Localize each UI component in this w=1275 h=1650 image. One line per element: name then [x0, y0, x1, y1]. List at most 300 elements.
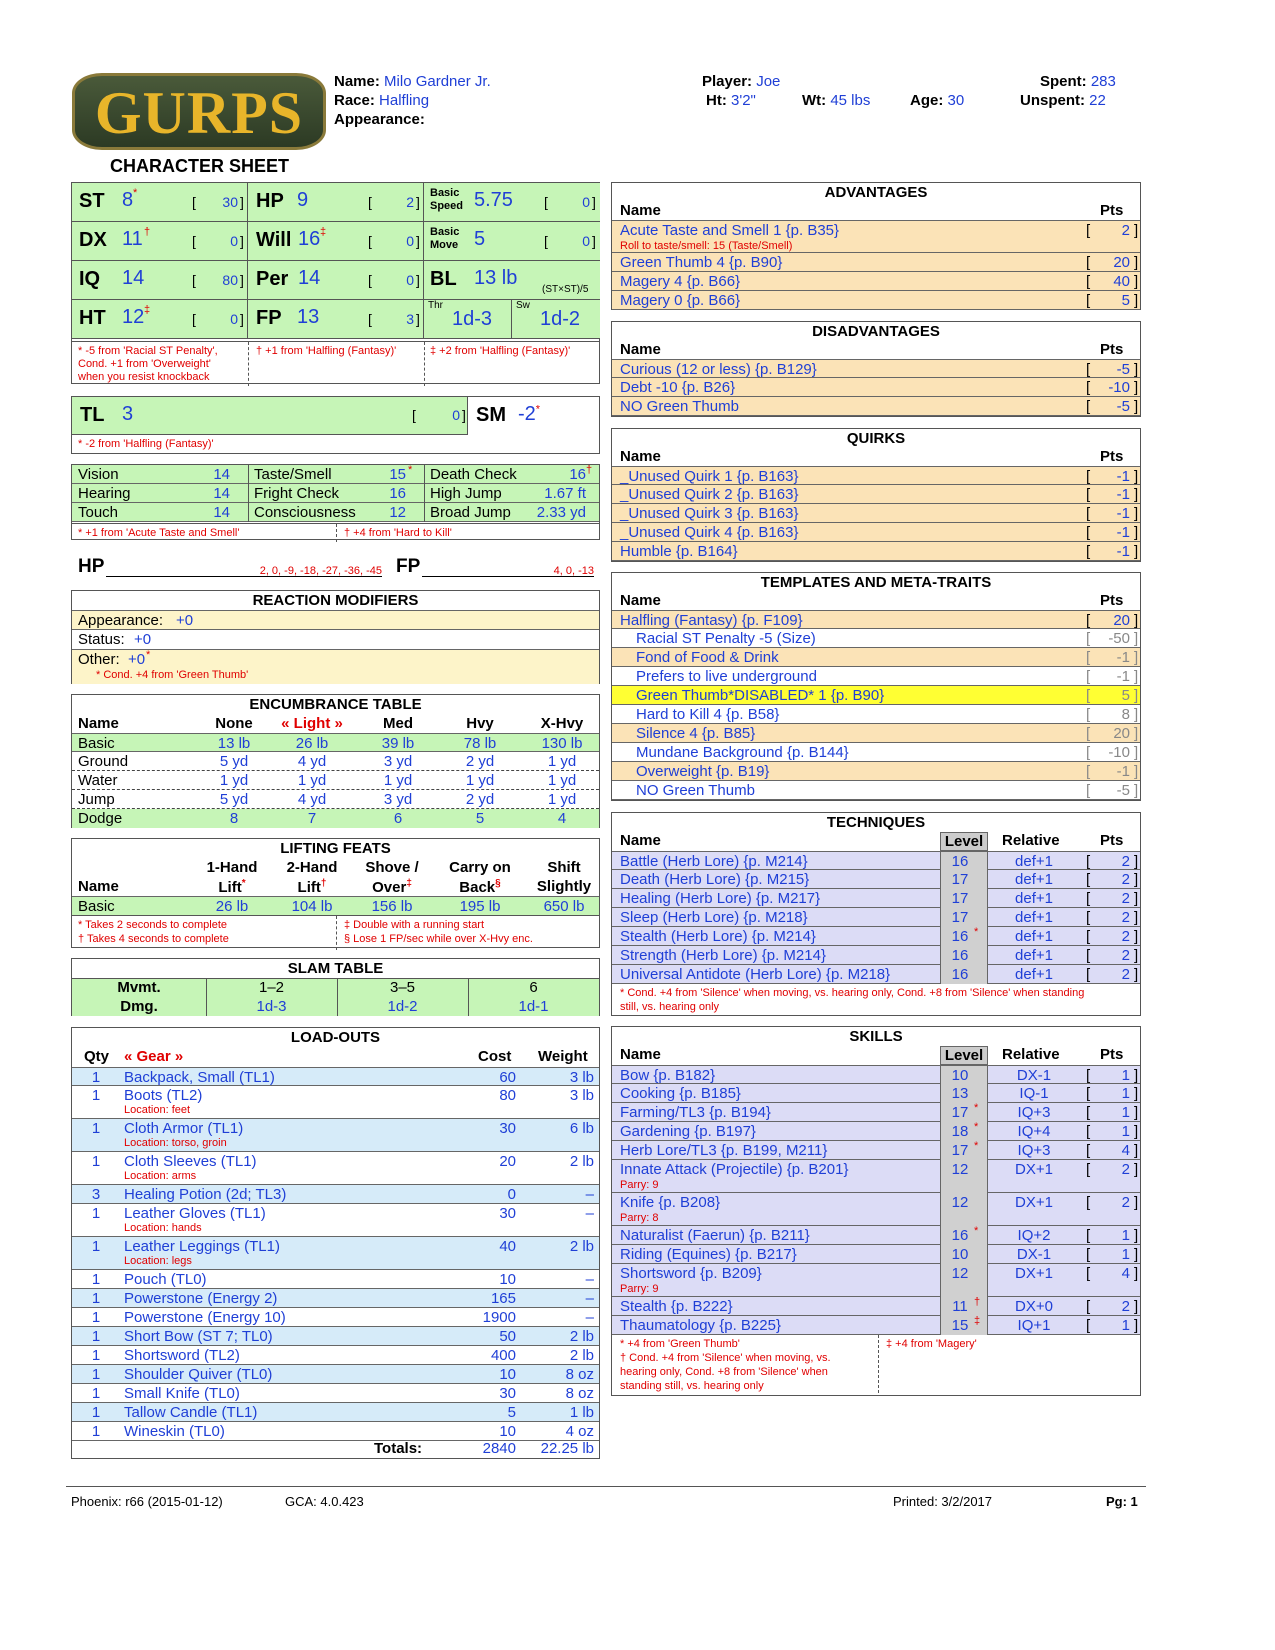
- skills-name[interactable]: Thaumatology {p. B225}: [620, 1317, 781, 1334]
- reaction-modifiers: [71, 590, 600, 684]
- skills-name[interactable]: Naturalist (Faerun) {p. B211}: [620, 1227, 810, 1244]
- gear-qty: 1: [91, 1290, 101, 1307]
- gear-row[interactable]: [72, 1237, 599, 1270]
- gear-name[interactable]: Wineskin (TL0): [124, 1423, 225, 1440]
- gear-cost: 0: [507, 1186, 516, 1203]
- col-pts: Pts: [1100, 341, 1124, 358]
- templates-row[interactable]: Silence 4 {p. B85} [ 20 ]: [612, 724, 1140, 743]
- skills-name[interactable]: Cooking {p. B185}: [620, 1085, 741, 1102]
- techniques-points: 2: [1121, 966, 1130, 983]
- skills-row[interactable]: Cooking {p. B185} 13 IQ-1 [ 1 ]: [612, 1084, 1140, 1103]
- skills-row[interactable]: Bow {p. B182} 10 DX-1 [ 1 ]: [612, 1065, 1140, 1084]
- templates-name[interactable]: NO Green Thumb: [636, 782, 755, 799]
- skills-name[interactable]: Bow {p. B182}: [620, 1067, 716, 1084]
- skills-mark: *: [974, 1225, 979, 1237]
- techniques-row[interactable]: Strength (Herb Lore) {p. M214} 16 def+1 [ 2 ]: [612, 946, 1140, 965]
- attr-value[interactable]: 12: [122, 306, 145, 328]
- disadvantages-row[interactable]: Curious (12 or less) {p. B129} [ -5 ]: [612, 359, 1140, 378]
- attr-value[interactable]: 14: [298, 267, 321, 289]
- lift-cell: Basic: [78, 898, 115, 915]
- attr-value[interactable]: 5: [474, 228, 486, 250]
- gear-qty: 1: [91, 1238, 101, 1255]
- gear-row[interactable]: [72, 1204, 599, 1237]
- skills-relative: IQ-1: [1019, 1085, 1049, 1102]
- slam-dmg-label: Dmg.: [120, 998, 158, 1015]
- gear-qty: 1: [91, 1309, 101, 1326]
- attr-mark: †: [144, 226, 151, 238]
- templates-name[interactable]: Mundane Background {p. B144}: [636, 744, 849, 761]
- lift-col-header: Over‡: [372, 878, 412, 896]
- gear-name[interactable]: Boots (TL2): [124, 1087, 203, 1104]
- skills-note: standing still, vs. hearing only: [620, 1380, 764, 1392]
- disadvantages-name[interactable]: NO Green Thumb: [620, 398, 739, 415]
- gear-cost: 30: [499, 1385, 516, 1402]
- col-pts: Pts: [1100, 832, 1124, 849]
- techniques-name[interactable]: Sleep (Herb Lore) {p. M218}: [620, 909, 808, 926]
- gear-cost: 50: [499, 1328, 516, 1345]
- col-pts: Pts: [1100, 202, 1124, 219]
- skills-parry: Parry: 9: [620, 1179, 659, 1191]
- sense-name: Touch: [78, 504, 119, 521]
- enc-cell: Dodge: [78, 810, 123, 827]
- skills-relative: DX+1: [1015, 1265, 1053, 1282]
- advantages-row[interactable]: Green Thumb 4 {p. B90} [ 20 ]: [612, 253, 1140, 272]
- templates-name[interactable]: Prefers to live underground: [636, 668, 817, 685]
- techniques-row[interactable]: Battle (Herb Lore) {p. M214} 16 def+1 [ 2 ]: [612, 851, 1140, 870]
- char-race[interactable]: Halfling: [379, 92, 430, 109]
- gear-row[interactable]: [72, 1067, 599, 1086]
- techniques-note: * Cond. +4 from 'Silence' when moving, vs. hearing only, Cond. +8 from 'Silence' when standing: [620, 987, 1085, 999]
- techniques-points: 2: [1121, 871, 1130, 888]
- points-info: [1020, 72, 1116, 110]
- attr-points: 0: [406, 272, 414, 288]
- slam-damage: 1d-2: [387, 998, 418, 1015]
- sense-mark: *: [408, 464, 413, 476]
- disadvantages-name[interactable]: Curious (12 or less) {p. B129}: [620, 361, 817, 378]
- lift-col-header: Shove /: [365, 859, 419, 876]
- attr-name: Basic Move: [430, 226, 460, 251]
- gear-location: Location: legs: [124, 1255, 192, 1267]
- enc-cell: 4: [557, 810, 567, 827]
- weight[interactable]: 45 lbs: [830, 92, 871, 109]
- gear-row[interactable]: [72, 1086, 599, 1119]
- skills-level: 11: [952, 1298, 968, 1315]
- gear-name[interactable]: Leather Gloves (TL1): [124, 1205, 266, 1222]
- gear-name[interactable]: Cloth Sleeves (TL1): [124, 1153, 257, 1170]
- templates-row[interactable]: NO Green Thumb [ -5 ]: [612, 781, 1140, 800]
- gear-name[interactable]: Shortsword (TL2): [124, 1347, 240, 1364]
- gear-weight: –: [585, 1309, 594, 1326]
- skills-points: 1: [1121, 1317, 1130, 1334]
- total-cost: 2840: [482, 1440, 516, 1457]
- techniques-relative: def+1: [1015, 947, 1053, 964]
- attr-name: FP: [256, 307, 282, 329]
- techniques-name[interactable]: Healing (Herb Lore) {p. M217}: [620, 890, 821, 907]
- templates-points: -50: [1108, 630, 1130, 647]
- attr-value[interactable]: 14: [122, 267, 145, 289]
- techniques-points: 2: [1121, 890, 1130, 907]
- advantages-points: 2: [1121, 222, 1130, 239]
- templates-row[interactable]: Fond of Food & Drink [ -1 ]: [612, 648, 1140, 667]
- reaction-row: Appearance: +0: [72, 610, 599, 630]
- gear-weight: –: [585, 1205, 594, 1222]
- spent-points: 283: [1090, 73, 1116, 90]
- gear-weight: 8 oz: [565, 1366, 594, 1383]
- templates-points: 20: [1113, 725, 1130, 742]
- skills-level: 10: [951, 1067, 969, 1084]
- gear-row[interactable]: [72, 1119, 599, 1152]
- sense-name: Death Check: [430, 466, 517, 483]
- gear-row[interactable]: [72, 1384, 599, 1403]
- gear-row[interactable]: [72, 1365, 599, 1384]
- techniques-relative: def+1: [1015, 871, 1053, 888]
- attr-points: 3: [406, 311, 414, 327]
- techniques-row[interactable]: Death (Herb Lore) {p. M215} 17 def+1 [ 2 ]: [612, 870, 1140, 889]
- templates-points: 8: [1121, 706, 1130, 723]
- skills-name[interactable]: Innate Attack (Projectile) {p. B201}: [620, 1161, 849, 1178]
- skills-name[interactable]: Riding (Equines) {p. B217}: [620, 1246, 797, 1263]
- skills-row[interactable]: Riding (Equines) {p. B217} 10 DX-1 [ 1 ]: [612, 1245, 1140, 1264]
- enc-cell: Ground: [78, 753, 129, 770]
- swing-damage[interactable]: 1d-2: [540, 308, 581, 330]
- player-name[interactable]: Joe: [756, 73, 781, 90]
- gear-weight: 3 lb: [569, 1069, 594, 1086]
- tl-value[interactable]: 3: [122, 403, 134, 425]
- lift-cell: 156 lb: [371, 898, 413, 915]
- advantages-points: 5: [1121, 292, 1130, 309]
- sheet-title: CHARACTER SHEET: [110, 156, 290, 176]
- skills-note: hearing only, Cond. +8 from 'Silence' when: [620, 1366, 828, 1378]
- quirks-row[interactable]: _Unused Quirk 1 {p. B163} [ -1 ]: [612, 466, 1140, 485]
- techniques-relative: def+1: [1015, 853, 1053, 870]
- skills-level: 16: [951, 1227, 969, 1244]
- footer-gca: GCA: 4.0.423: [285, 1494, 364, 1509]
- skills-level: 18: [951, 1123, 969, 1140]
- skills-row[interactable]: Farming/TL3 {p. B194} 17 * IQ+3 [ 1 ]: [612, 1103, 1140, 1122]
- skills-relative: DX+1: [1015, 1194, 1053, 1211]
- tl-points: 0: [452, 407, 460, 423]
- quirks-name[interactable]: _Unused Quirk 4 {p. B163}: [620, 524, 799, 541]
- techniques-name[interactable]: Death (Herb Lore) {p. M215}: [620, 871, 810, 888]
- skills-relative: IQ+2: [1017, 1227, 1051, 1244]
- gear-weight: –: [585, 1271, 594, 1288]
- advantages-name[interactable]: Acute Taste and Smell 1 {p. B35}: [620, 222, 840, 239]
- sm-value[interactable]: -2*: [518, 403, 541, 425]
- attr-value[interactable]: 13: [297, 306, 320, 328]
- lift-col-header: 2-Hand: [286, 859, 338, 876]
- techniques-level: 16: [951, 966, 969, 983]
- reaction-title: REACTION MODIFIERS: [252, 592, 419, 609]
- sense-value: 15: [389, 466, 406, 483]
- sense-value: 14: [213, 504, 230, 521]
- disadvantages-table: [611, 321, 1141, 417]
- footer-page: Pg: 1: [1106, 1494, 1138, 1509]
- gear-weight: 4 oz: [565, 1423, 594, 1440]
- player-label: Player:: [702, 73, 753, 90]
- quirks-row[interactable]: _Unused Quirk 3 {p. B163} [ -1 ]: [612, 504, 1140, 523]
- slam-damage: 1d-1: [518, 998, 549, 1015]
- attributes-block: [71, 182, 600, 384]
- skills-row[interactable]: Stealth {p. B222} 11 † DX+0 [ 2 ]: [612, 1297, 1140, 1316]
- lift-col-header: Lift†: [297, 878, 327, 896]
- disadvantages-row[interactable]: NO Green Thumb [ -5 ]: [612, 397, 1140, 416]
- total-weight: 22.25 lb: [540, 1440, 594, 1457]
- skills-row[interactable]: Herb Lore/TL3 {p. B199, M211} 17 * IQ+3 [ 4 ]: [612, 1141, 1140, 1160]
- templates-name[interactable]: Silence 4 {p. B85}: [636, 725, 756, 742]
- race-label: Race:: [334, 92, 375, 109]
- gear-name[interactable]: Small Knife (TL0): [124, 1385, 240, 1402]
- gear-name[interactable]: Powerstone (Energy 10): [124, 1309, 286, 1326]
- disadvantages-name[interactable]: Debt -10 {p. B26}: [620, 379, 736, 396]
- skills-points: 4: [1121, 1265, 1130, 1282]
- templates-name[interactable]: Fond of Food & Drink: [636, 649, 779, 666]
- col-gear[interactable]: « Gear »: [124, 1048, 184, 1065]
- enc-cell: 5 yd: [219, 791, 249, 808]
- lifting-note: ‡ Double with a running start: [344, 919, 485, 931]
- lifting-note: † Takes 4 seconds to complete: [78, 933, 229, 945]
- attribute-row: IQ 14 [ 80 ] Per 14 [ 0 ] BL 13 lb (ST×ST)/5: [72, 261, 599, 300]
- gear-name[interactable]: Cloth Armor (TL1): [124, 1120, 244, 1137]
- gear-row[interactable]: [72, 1308, 599, 1327]
- skills-name[interactable]: Knife {p. B208}: [620, 1194, 721, 1211]
- gear-row[interactable]: [72, 1422, 599, 1441]
- templates-name[interactable]: Green Thumb*DISABLED* 1 {p. B90}: [636, 687, 885, 704]
- attr-value[interactable]: 16: [298, 228, 321, 250]
- gear-name[interactable]: Shoulder Quiver (TL0): [124, 1366, 273, 1383]
- skills-points: 1: [1121, 1085, 1130, 1102]
- quirks-row[interactable]: _Unused Quirk 2 {p. B163} [ -1 ]: [612, 485, 1140, 504]
- spent-label: Spent:: [1040, 73, 1087, 90]
- senses-row: [72, 465, 599, 484]
- gear-row[interactable]: [72, 1327, 599, 1346]
- attr-value[interactable]: 5.75: [474, 189, 513, 211]
- skills-row[interactable]: Gardening {p. B197} 18 * IQ+4 [ 1 ]: [612, 1122, 1140, 1141]
- attr-name: Basic Speed: [430, 187, 464, 212]
- age[interactable]: 30: [947, 92, 965, 109]
- advantages-title: ADVANTAGES: [824, 184, 928, 201]
- techniques-mark: *: [974, 926, 979, 938]
- templates-points: -10: [1108, 744, 1130, 761]
- enc-col-header[interactable]: « Light »: [281, 715, 343, 732]
- loadouts-title: LOAD-OUTS: [290, 1029, 381, 1046]
- fp-thresholds: 4, 0, -13: [553, 565, 594, 577]
- techniques-name[interactable]: Stealth (Herb Lore) {p. M214}: [620, 928, 816, 945]
- skills-mark: *: [974, 1102, 979, 1114]
- col-name: Name: [620, 341, 661, 358]
- skills-name[interactable]: Stealth {p. B222}: [620, 1298, 733, 1315]
- gear-name[interactable]: Backpack, Small (TL1): [124, 1069, 275, 1086]
- gear-row[interactable]: [72, 1152, 599, 1185]
- quirks-name[interactable]: _Unused Quirk 3 {p. B163}: [620, 505, 799, 522]
- gear-weight: 1 lb: [569, 1404, 594, 1421]
- advantages-name[interactable]: Green Thumb 4 {p. B90}: [620, 254, 783, 271]
- col-name: Name: [620, 832, 661, 849]
- height[interactable]: 3'2": [731, 92, 756, 109]
- techniques-row[interactable]: Healing (Herb Lore) {p. M217} 17 def+1 [ 2 ]: [612, 889, 1140, 908]
- enc-cell: 1 yd: [547, 791, 577, 808]
- attr-value[interactable]: 13 lb: [474, 267, 518, 289]
- skills-row[interactable]: Innate Attack (Projectile) {p. B201} 12 DX+1 [ 2 ] Parry: 9: [612, 1160, 1140, 1193]
- quirks-points: -1: [1116, 468, 1130, 485]
- templates-row[interactable]: Halfling (Fantasy) {p. F109} [ 20 ]: [612, 610, 1140, 629]
- enc-cell: 2 yd: [465, 791, 495, 808]
- skills-row[interactable]: Naturalist (Faerun) {p. B211} 16 * IQ+2 [ 1 ]: [612, 1226, 1140, 1245]
- disadvantages-title: DISADVANTAGES: [812, 323, 940, 340]
- gear-qty: 1: [91, 1271, 101, 1288]
- sense-value: 12: [389, 504, 406, 521]
- techniques-relative: def+1: [1015, 890, 1053, 907]
- techniques-name[interactable]: Strength (Herb Lore) {p. M214}: [620, 947, 826, 964]
- slam-mvmt: 1–2: [258, 979, 285, 996]
- enc-col-header: Med: [383, 715, 413, 732]
- skills-relative: IQ+3: [1017, 1104, 1051, 1121]
- attr-points: 0: [582, 233, 590, 249]
- disadvantages-points: -10: [1108, 379, 1130, 396]
- advantages-points: 40: [1113, 273, 1130, 290]
- gear-row[interactable]: [72, 1403, 599, 1422]
- advantages-row[interactable]: Acute Taste and Smell 1 {p. B35} [ 2 ] Roll to taste/smell: 15 (Taste/Smell): [612, 220, 1140, 253]
- senses-block: [71, 464, 600, 540]
- advantages-row[interactable]: Magery 0 {p. B66} [ 5 ]: [612, 291, 1140, 310]
- gear-name[interactable]: Tallow Candle (TL1): [124, 1404, 258, 1421]
- gear-row[interactable]: [72, 1346, 599, 1365]
- gear-name[interactable]: Pouch (TL0): [124, 1271, 207, 1288]
- templates-row[interactable]: Overweight {p. B19} [ -1 ]: [612, 762, 1140, 781]
- senses-note: † +4 from 'Hard to Kill': [344, 527, 452, 539]
- templates-row[interactable]: Racial ST Penalty -5 (Size) [ -50 ]: [612, 629, 1140, 648]
- bl-formula: (ST×ST)/5: [542, 284, 589, 295]
- lift-col-header: Slightly: [536, 878, 592, 895]
- quirks-name[interactable]: _Unused Quirk 2 {p. B163}: [620, 486, 799, 503]
- sense-name: Broad Jump: [430, 504, 511, 521]
- advantages-name[interactable]: Magery 4 {p. B66}: [620, 273, 741, 290]
- templates-row[interactable]: Prefers to live underground [ -1 ]: [612, 667, 1140, 686]
- quirks-name[interactable]: Humble {p. B164}: [620, 543, 738, 560]
- skills-name[interactable]: Gardening {p. B197}: [620, 1123, 756, 1140]
- col-relative: Relative: [1002, 1046, 1060, 1063]
- skills-note: ‡ +4 from 'Magery': [886, 1338, 977, 1350]
- attr-value[interactable]: 8: [122, 189, 134, 211]
- attr-name: HT: [79, 307, 106, 329]
- skills-points: 1: [1121, 1104, 1130, 1121]
- lift-col-header: Carry on: [449, 859, 511, 876]
- quirks-row[interactable]: Humble {p. B164} [ -1 ]: [612, 542, 1140, 561]
- skills-relative: IQ+1: [1017, 1317, 1051, 1334]
- char-name[interactable]: Milo Gardner Jr.: [384, 73, 491, 90]
- ht-label: Ht:: [706, 92, 727, 109]
- skills-row[interactable]: Thaumatology {p. B225} 15 ‡ IQ+1 [ 1 ]: [612, 1316, 1140, 1335]
- attr-name: ST: [79, 190, 105, 212]
- gear-cost: 165: [490, 1290, 516, 1307]
- attr-value[interactable]: 9: [297, 189, 309, 211]
- techniques-row[interactable]: Stealth (Herb Lore) {p. M214} 16 * def+1 [ 2 ]: [612, 927, 1140, 946]
- templates-name[interactable]: Halfling (Fantasy) {p. F109}: [620, 612, 803, 629]
- techniques-name[interactable]: Battle (Herb Lore) {p. M214}: [620, 853, 808, 870]
- templates-name[interactable]: Racial ST Penalty -5 (Size): [636, 630, 816, 647]
- totals-label: Totals:: [374, 1440, 423, 1457]
- skills-name[interactable]: Shortsword {p. B209}: [620, 1265, 762, 1282]
- enc-cell: 3 yd: [383, 791, 413, 808]
- swing-label: Sw: [516, 300, 530, 311]
- attr-points: 0: [230, 233, 238, 249]
- sm-label: SM: [476, 404, 506, 426]
- enc-row: [72, 752, 599, 771]
- techniques-row[interactable]: Universal Antidote (Herb Lore) {p. M218} 16 def+1 [ 2 ]: [612, 965, 1140, 984]
- col-name: Name: [620, 1046, 661, 1063]
- advantages-row[interactable]: Magery 4 {p. B66} [ 40 ]: [612, 272, 1140, 291]
- gear-row[interactable]: [72, 1270, 599, 1289]
- attr-name: DX: [79, 229, 107, 251]
- gear-name[interactable]: Short Bow (ST 7; TL0): [124, 1328, 273, 1345]
- templates-name[interactable]: Overweight {p. B19}: [636, 763, 770, 780]
- gear-row[interactable]: [72, 1185, 599, 1204]
- skills-name[interactable]: Herb Lore/TL3 {p. B199, M211}: [620, 1142, 828, 1159]
- skills-level: 12: [951, 1265, 969, 1282]
- gear-weight: –: [585, 1290, 594, 1307]
- techniques-points: 2: [1121, 947, 1130, 964]
- techniques-name[interactable]: Universal Antidote (Herb Lore) {p. M218}: [620, 966, 891, 983]
- enc-cell: 39 lb: [381, 735, 415, 752]
- enc-row: [72, 790, 599, 809]
- enc-cell: Water: [78, 772, 118, 789]
- skills-row[interactable]: Shortsword {p. B209} 12 DX+1 [ 4 ] Parry: 9: [612, 1264, 1140, 1297]
- techniques-points: 2: [1121, 928, 1130, 945]
- gear-location: Location: hands: [124, 1222, 202, 1234]
- templates-row[interactable]: Green Thumb*DISABLED* 1 {p. B90} [ 5 ]: [612, 686, 1140, 705]
- sense-value: 1.67 ft: [544, 485, 586, 502]
- templates-row[interactable]: Hard to Kill 4 {p. B58} [ 8 ]: [612, 705, 1140, 724]
- enc-cell: 1 yd: [547, 753, 577, 770]
- attr-note: ‡ +2 from 'Halfling (Fantasy)': [430, 345, 571, 357]
- enc-col-header: Name: [78, 715, 119, 732]
- lifting-note: * Takes 2 seconds to complete: [78, 919, 227, 931]
- skills-relative: DX+1: [1015, 1161, 1053, 1178]
- enc-cell: 26 lb: [295, 735, 329, 752]
- techniques-points: 2: [1121, 853, 1130, 870]
- gear-cost: 10: [499, 1271, 516, 1288]
- skills-title: SKILLS: [849, 1028, 903, 1045]
- attr-value[interactable]: 11: [122, 228, 143, 250]
- quirks-name[interactable]: _Unused Quirk 1 {p. B163}: [620, 468, 799, 485]
- skills-row[interactable]: Knife {p. B208} 12 DX+1 [ 2 ] Parry: 8: [612, 1193, 1140, 1226]
- skills-relative: DX-1: [1016, 1067, 1052, 1084]
- techniques-row[interactable]: Sleep (Herb Lore) {p. M218} 17 def+1 [ 2 ]: [612, 908, 1140, 927]
- techniques-level: 17: [951, 890, 969, 907]
- thrust-label: Thr: [428, 300, 443, 311]
- templates-row[interactable]: Mundane Background {p. B144} [ -10 ]: [612, 743, 1140, 762]
- lift-cell: 26 lb: [215, 898, 249, 915]
- quirks-row[interactable]: _Unused Quirk 4 {p. B163} [ -1 ]: [612, 523, 1140, 542]
- disadvantages-row[interactable]: Debt -10 {p. B26} [ -10 ]: [612, 378, 1140, 397]
- gear-qty: 1: [91, 1347, 101, 1364]
- quirks-table: [611, 428, 1141, 562]
- enc-col-header: Hvy: [466, 715, 494, 732]
- skills-relative: DX-1: [1016, 1246, 1052, 1263]
- enc-cell: 13 lb: [217, 735, 251, 752]
- senses-row: [72, 484, 599, 503]
- gear-qty: 1: [91, 1069, 101, 1086]
- gear-row[interactable]: [72, 1289, 599, 1308]
- skills-name[interactable]: Farming/TL3 {p. B194}: [620, 1104, 771, 1121]
- gear-name[interactable]: Powerstone (Energy 2): [124, 1290, 278, 1307]
- gear-name[interactable]: Leather Leggings (TL1): [124, 1238, 280, 1255]
- gear-weight: 6 lb: [569, 1120, 594, 1137]
- thrust-damage[interactable]: 1d-3: [452, 308, 493, 330]
- templates-name[interactable]: Hard to Kill 4 {p. B58}: [636, 706, 780, 723]
- gear-name[interactable]: Healing Potion (2d; TL3): [124, 1186, 287, 1203]
- templates-table: [611, 572, 1141, 801]
- advantages-name[interactable]: Magery 0 {p. B66}: [620, 292, 741, 309]
